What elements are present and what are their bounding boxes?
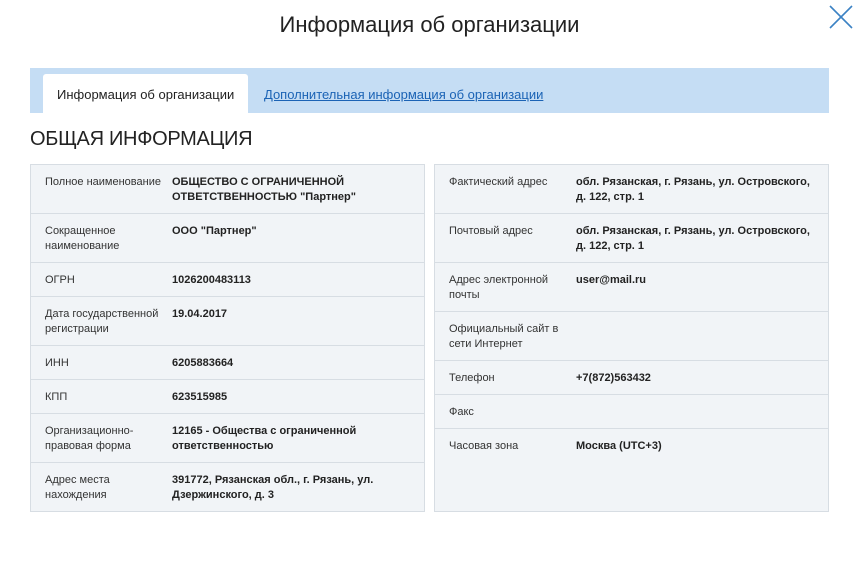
row-value: обл. Рязанская, г. Рязань, ул. Островского, д. 122, стр. 1 (576, 176, 810, 203)
table-row (435, 165, 828, 214)
row-label: Почтовый адрес (449, 225, 533, 237)
email-link[interactable]: user@mail.ru (576, 274, 647, 286)
table-row (31, 414, 424, 463)
row-label: Адрес электронной почты (449, 274, 549, 301)
row-value: обл. Рязанская, г. Рязань, ул. Островского, д. 122, стр. 1 (576, 225, 810, 252)
table-row (435, 263, 828, 312)
row-label: Полное наименование (45, 176, 161, 188)
row-label: Часовая зона (449, 440, 519, 452)
row-label: Телефон (449, 372, 495, 384)
table-row (435, 395, 828, 429)
row-value: 6205883664 (172, 357, 234, 369)
table-row (31, 380, 424, 414)
row-label: Организационно-правовая форма (45, 425, 134, 452)
row-label: ИНН (45, 357, 69, 369)
table-row (31, 165, 424, 214)
row-value: +7(872)563432 (576, 372, 651, 384)
row-label: ОГРН (45, 274, 75, 286)
close-icon[interactable] (828, 4, 854, 30)
row-value: 19.04.2017 (172, 308, 228, 320)
section-title: ОБЩАЯ ИНФОРМАЦИЯ (30, 128, 253, 150)
row-label: Фактический адрес (449, 176, 548, 188)
modal-title: Информация об организации (279, 12, 580, 37)
table-row (31, 214, 424, 263)
row-label: Сокращенное наименование (45, 225, 120, 252)
tab-additional-info[interactable]: Дополнительная информация об организации (264, 87, 544, 102)
row-value: 1026200483113 (172, 274, 251, 286)
tabs-bar (30, 68, 829, 113)
row-label: Официальный сайт в сети Интернет (449, 323, 559, 350)
table-row (31, 297, 424, 346)
table-row (435, 312, 828, 361)
row-value: 391772, Рязанская обл., г. Рязань, ул. Дзержинского, д. 3 (172, 474, 374, 501)
table-row (31, 463, 424, 511)
table-row (435, 429, 828, 511)
table-row (435, 214, 828, 263)
row-value: ООО "Партнер" (172, 225, 257, 237)
table-row (31, 263, 424, 297)
table-row (31, 346, 424, 380)
row-label: Адрес места нахождения (45, 474, 110, 501)
info-table-left (30, 164, 425, 512)
row-value: 623515985 (172, 391, 228, 403)
row-label: Факс (449, 406, 474, 418)
info-table-right (434, 164, 829, 512)
row-value: 12165 - Общества с ограниченной ответственностью (172, 425, 357, 452)
table-row (435, 361, 828, 395)
row-label: Дата государственной регистрации (45, 308, 159, 335)
row-value: Москва (UTC+3) (576, 440, 662, 452)
row-label: КПП (45, 391, 68, 403)
row-value: ОБЩЕСТВО С ОГРАНИЧЕННОЙ ОТВЕТСТВЕННОСТЬЮ "Партнер" (172, 176, 356, 203)
tab-organization-info[interactable]: Информация об организации (43, 74, 248, 113)
